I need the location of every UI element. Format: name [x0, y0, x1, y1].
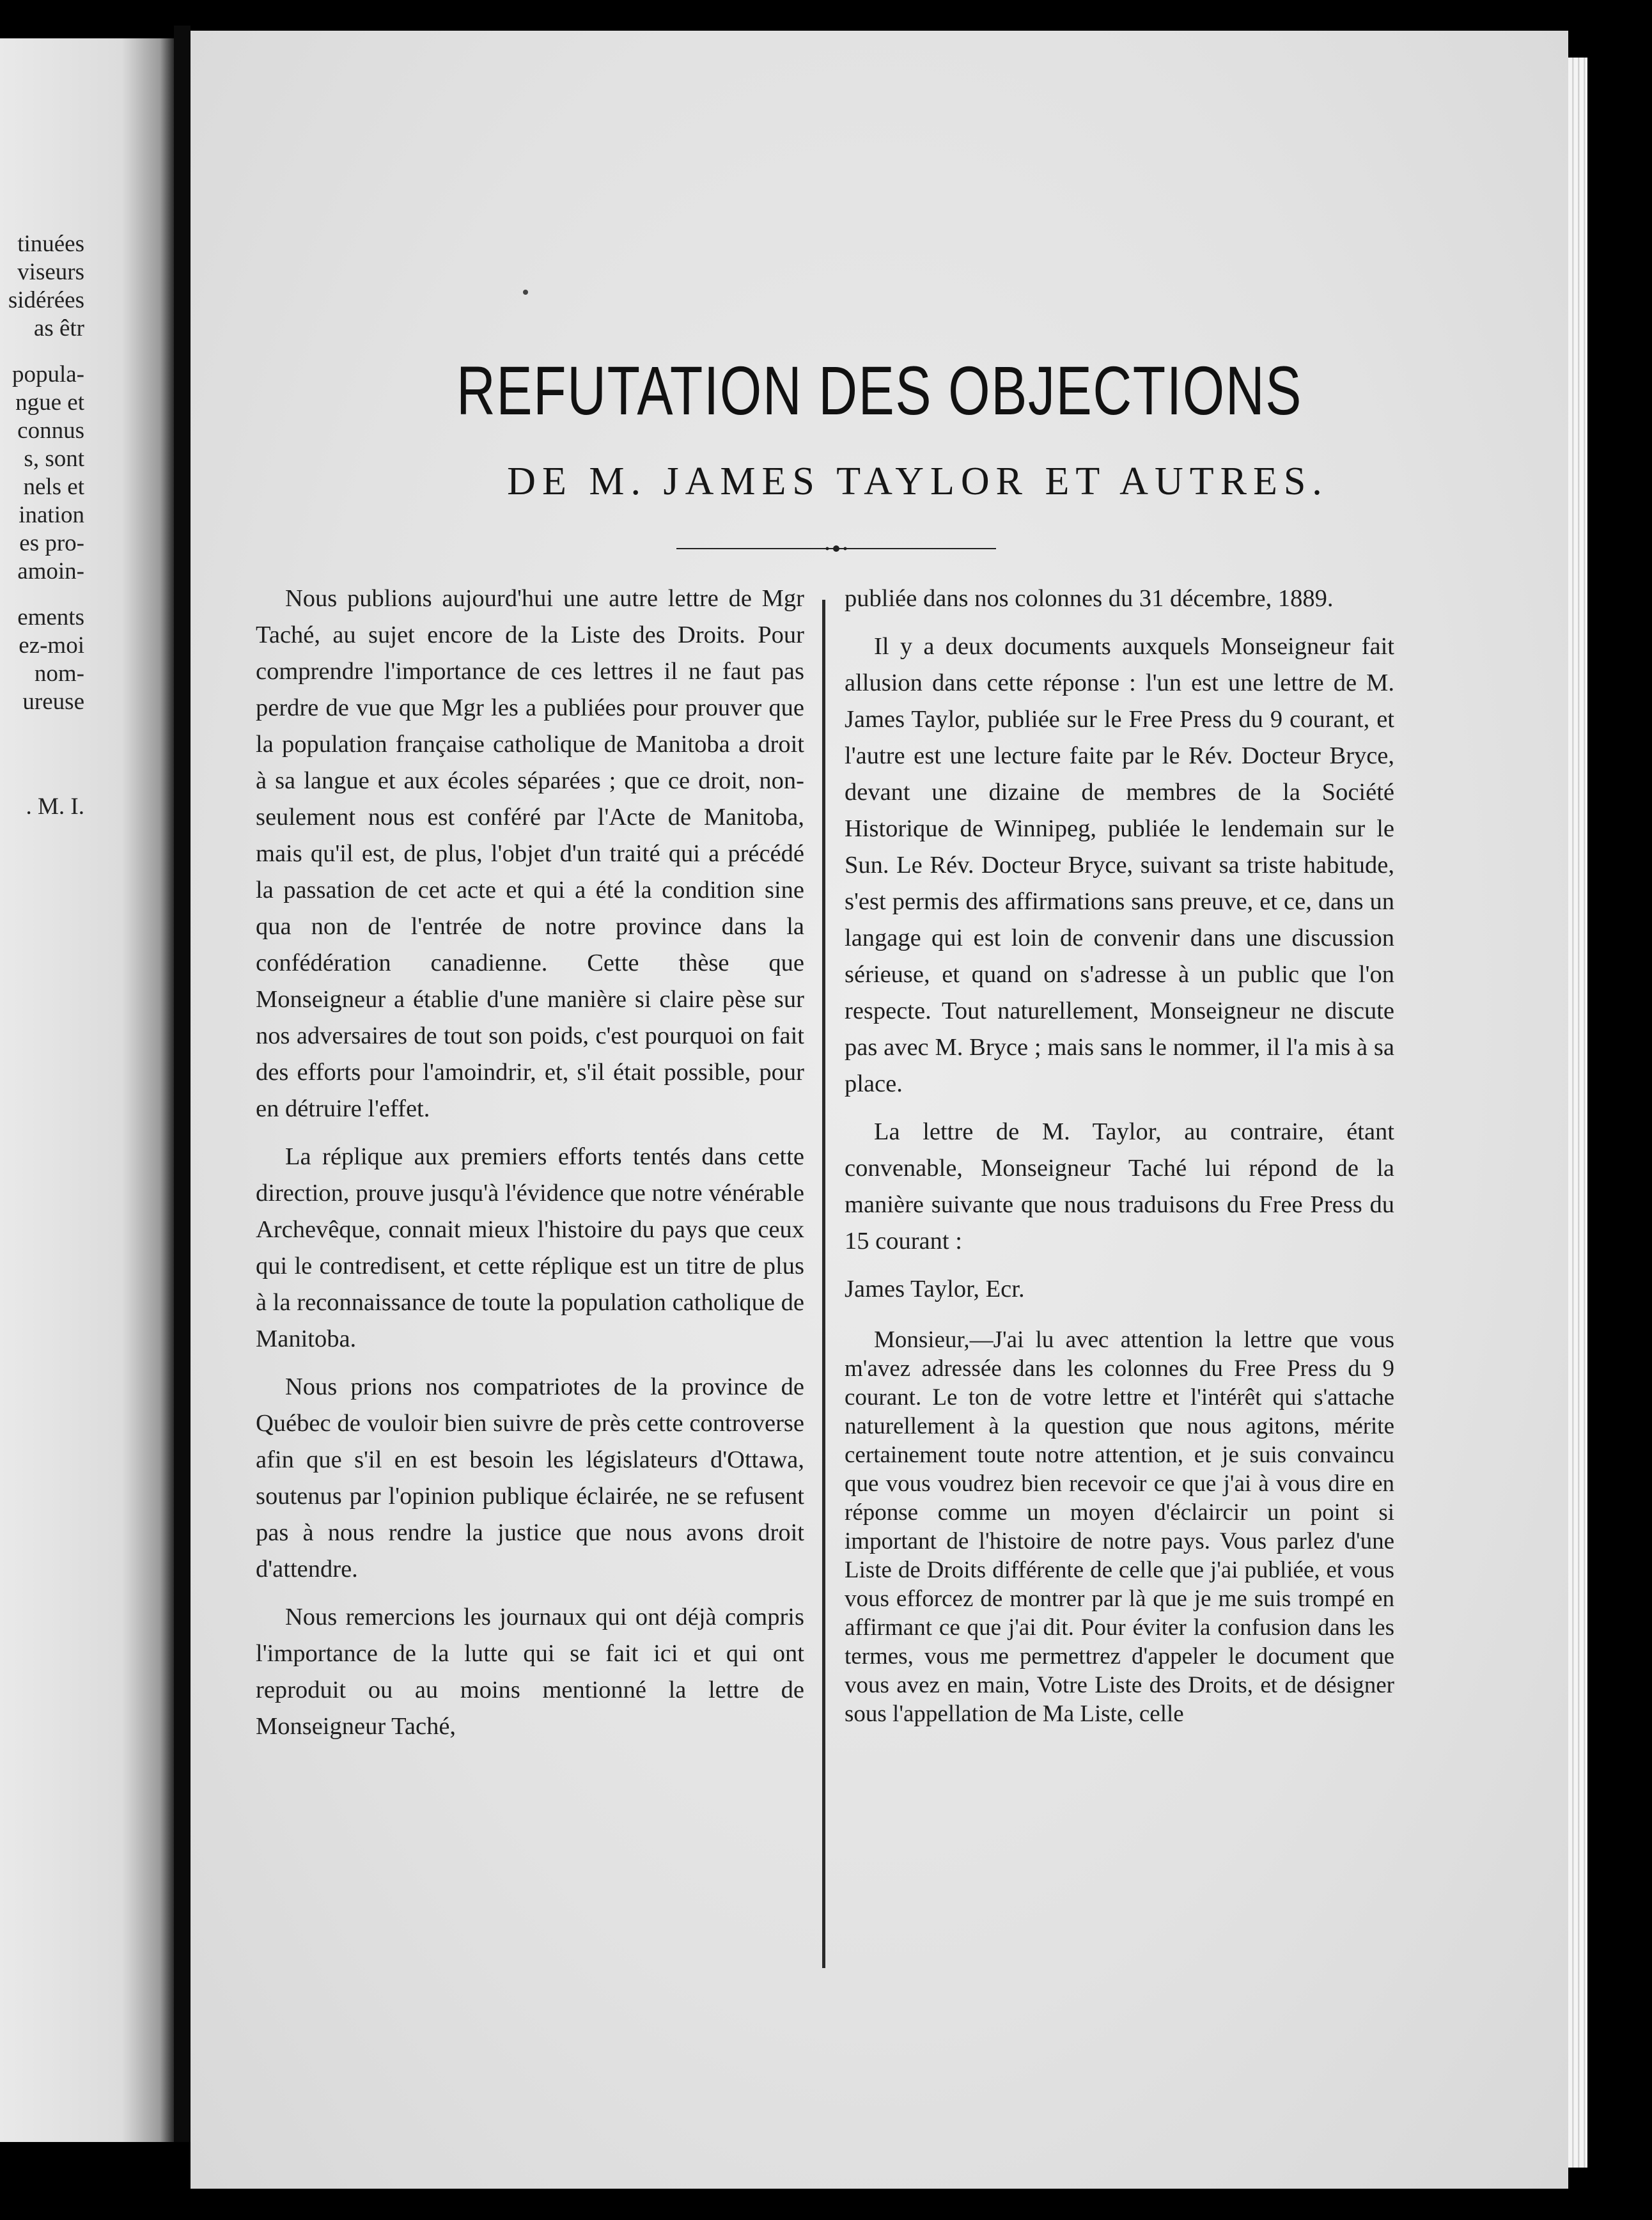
quoted-letter — [845, 1325, 1394, 1728]
previous-page-line: es pro- — [19, 530, 84, 556]
left-column — [256, 581, 804, 1756]
page-edges — [1568, 58, 1587, 2168]
speck — [523, 290, 528, 295]
previous-page-line: s, sont — [24, 446, 84, 472]
previous-page-line: as êtr — [33, 315, 84, 341]
previous-page-line: amoin- — [17, 558, 84, 584]
previous-page-line: connus — [17, 418, 84, 444]
previous-page-line: nom- — [34, 661, 84, 687]
right-column — [845, 581, 1394, 1740]
paragraph: La réplique aux premiers efforts tentés dans cette direction, prouve jusqu'à l'évidence que notre vénérable Archevêque, connait mieux l'histoire du pays que ceux qui le contredisent, et cette réplique est un titre de plus à la reconnaissance de toute la population catholique de Manitoba. — [256, 1143, 804, 1352]
book-spine — [174, 26, 191, 2142]
previous-page-signature: . M. I. — [26, 793, 84, 820]
previous-page-fragment — [0, 38, 174, 2142]
article-title: REFUTATION DES OBJECTIONS — [456, 352, 1302, 429]
paragraph: Il y a deux documents auxquels Monseigneur fait allusion dans cette réponse : l'un est une lettre de M. James Taylor, publiée sur le Free Press du 9 courant, et l'autre est une lecture faite par le Rév. Docteur Bryce, devant une dizaine de membres de la Société Historique de Winnipeg, publiée le lendemain sur le Sun. Le Rév. Docteur Bryce, suivant sa triste habitude, s'est permis des affirmations sans preuve, et ce, dans un langage qui est loin de convenir dans une discussion sérieuse, et quand on s'adresse à un public que l'on respecte. Tout naturellement, Monseigneur ne discute pas avec M. Bryce ; mais sans le nommer, il l'a mis à sa place. — [845, 633, 1394, 1097]
previous-page-line: viseurs — [17, 259, 84, 285]
paragraph: publiée dans nos colonnes du 31 décembre, 1889. — [845, 585, 1334, 612]
previous-page-line: ination — [19, 502, 84, 528]
column-divider — [822, 600, 825, 1968]
previous-page-line: sidérées — [8, 287, 84, 313]
previous-page-line: popula- — [12, 361, 84, 387]
previous-page-line: ez-moi — [19, 632, 84, 659]
previous-page-line: nels et — [23, 474, 84, 500]
paragraph: Nous publions aujourd'hui une autre lettre de Mgr Taché, au sujet encore de la Liste des Droits. Pour comprendre l'importance de ces lettres il ne faut pas perdre de vue que Mgr les a publiées pour prouver que la population française catholique de Manitoba a droit à sa langue et aux écoles séparées ; que ce droit, non-seulement nous est conféré par l'Acte de Manitoba, mais qu'il est, de plus, l'objet d'un traité qui a précédé la passation de cet acte et qui a été la condition sine qua non de l'entrée de notre province dans la confédération canadienne. Cette thèse que Monseigneur a établie d'une manière si claire pèse sur nos adversaires de tout son poids, c'est pourquoi on fait des efforts pour l'amoindrir, et, s'il était possible, pour en détruire l'effet. — [256, 585, 804, 1122]
previous-page-line: ureuse — [22, 689, 84, 715]
letter-body: Monsieur,—J'ai lu avec attention la lettre que vous m'avez adressée dans les colonnes du Free Press du 9 courant. Le ton de votre lettre et l'intérêt qui s'attache naturellement à la question que nous agitons, mérite certainement toute notre attention, et je suis convaincu que vous voudrez bien recevoir ce que j'ai à vous dire en réponse comme un moyen d'éclaircir un point si important de l'histoire de notre pays. Vous parlez d'une Liste de Droits différente de celle que j'ai publiée, et vous vous efforcez de montrer par là que je me suis trompé en affirmant ce que j'ai dit. Pour éviter la confusion dans les termes, vous me permettrez d'appeler le document que vous avez en main, Votre Liste des Droits, et de désigner sous l'appellation de Ma Liste, celle — [845, 1327, 1394, 1727]
letter-addressee: James Taylor, Ecr. — [845, 1276, 1025, 1302]
previous-page-line: tinuées — [17, 231, 84, 257]
title-ornament — [676, 545, 996, 552]
previous-page-text — [0, 230, 84, 821]
previous-page-line: ements — [17, 604, 84, 630]
page — [191, 31, 1568, 2189]
previous-page-line: ngue et — [15, 389, 84, 416]
article-subtitle: DE M. JAMES TAYLOR ET AUTRES. — [507, 460, 1329, 503]
paragraph: La lettre de M. Taylor, au contraire, étant convenable, Monseigneur Taché lui répond de la manière suivante que nous traduisons du Free Press du 15 courant : — [845, 1118, 1394, 1255]
paragraph: Nous remercions les journaux qui ont déjà compris l'importance de la lutte qui se fait ici et qui ont reproduit ou au moins mentionné la lettre de Monseigneur Taché, — [256, 1604, 804, 1740]
paragraph: Nous prions nos compatriotes de la province de Québec de vouloir bien suivre de près cette controverse afin que s'il en est besoin les législateurs d'Ottawa, soutenus par l'opinion publique éclairée, ne se refusent pas à nous rendre la justice que nous avons droit d'attendre. — [256, 1373, 804, 1583]
